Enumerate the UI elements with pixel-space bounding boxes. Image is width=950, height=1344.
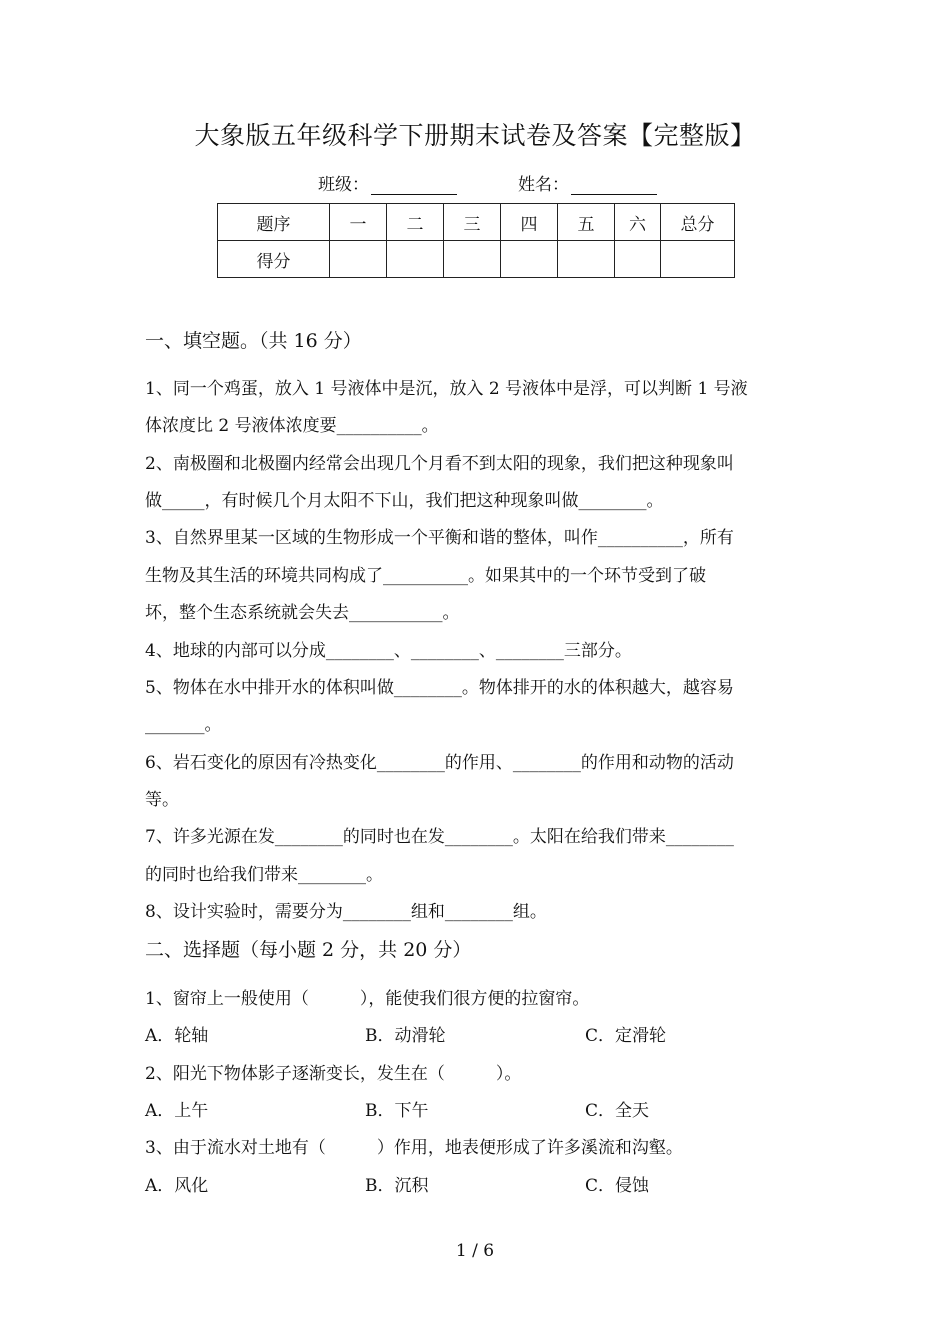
name-label: 姓名：	[518, 175, 569, 195]
score-cell	[444, 241, 501, 278]
text-line: _______。	[145, 715, 222, 735]
header-cell: 一	[330, 204, 387, 241]
class-field	[318, 170, 457, 195]
option-a: A．上午	[145, 1101, 209, 1121]
option-b: B．动滑轮	[365, 1026, 446, 1046]
text-line: 1、同一个鸡蛋，放入 1 号液体中是沉，放入 2 号液体中是浮，可以判断 1 号液	[145, 379, 748, 399]
class-label: 班级：	[318, 175, 369, 195]
score-table-score-row	[218, 241, 735, 278]
text-line: 4、地球的内部可以分成________、________、________三部分。	[145, 641, 632, 661]
text-line: 做_____，有时候几个月太阳不下山，我们把这种现象叫做________。	[145, 491, 664, 511]
score-cell	[330, 241, 387, 278]
text-line: 体浓度比 2 号液体浓度要__________。	[145, 416, 439, 436]
name-field	[518, 170, 657, 195]
text-line: 2、南极圈和北极圈内经常会出现几个月看不到太阳的现象，我们把这种现象叫	[145, 454, 734, 474]
option-b: B．沉积	[365, 1176, 429, 1196]
score-cell	[558, 241, 615, 278]
text-line: 8、设计实验时，需要分为________组和________组。	[145, 902, 547, 922]
text-line: 3、自然界里某一区域的生物形成一个平衡和谐的整体，叫作__________，所有	[145, 528, 734, 548]
option-c: C．定滑轮	[585, 1026, 667, 1046]
class-blank	[371, 176, 457, 195]
option-c: C．侵蚀	[585, 1176, 650, 1196]
text-line: 等。	[145, 790, 179, 810]
option-b: B．下午	[365, 1101, 429, 1121]
score-table-header-row	[218, 204, 735, 241]
option-a: A．轮轴	[145, 1026, 209, 1046]
header-cell: 总分	[661, 204, 735, 241]
header-cell: 六	[615, 204, 661, 241]
page-number: 1 / 6	[455, 1241, 495, 1261]
question-stem: 3、由于流水对土地有（ ）作用，地表便形成了许多溪流和沟壑。	[145, 1138, 683, 1158]
section1-heading: 一、填空题。（共 16 分）	[145, 330, 362, 352]
option-c: C．全天	[585, 1101, 650, 1121]
text-line: 6、岩石变化的原因有冷热变化________的作用、________的作用和动物的活动	[145, 753, 734, 773]
score-table	[217, 203, 735, 278]
score-cell	[661, 241, 735, 278]
header-cell: 二	[387, 204, 444, 241]
text-line: 5、物体在水中排开水的体积叫做________。物体排开的水的体积越大，越容易	[145, 678, 734, 698]
header-cell: 四	[501, 204, 558, 241]
text-line: 7、许多光源在发________的同时也在发________。太阳在给我们带来________	[145, 827, 734, 847]
score-cell	[615, 241, 661, 278]
header-cell: 五	[558, 204, 615, 241]
header-cell: 题序	[218, 204, 330, 241]
header-cell: 三	[444, 204, 501, 241]
text-line: 生物及其生活的环境共同构成了__________。如果其中的一个环节受到了破	[145, 566, 706, 586]
name-blank	[571, 176, 657, 195]
question-stem: 1、窗帘上一般使用（ ），能使我们很方便的拉窗帘。	[145, 989, 590, 1009]
section2-heading: 二、选择题（每小题 2 分，共 20 分）	[145, 939, 472, 961]
score-cell	[387, 241, 444, 278]
row-label-cell: 得分	[218, 241, 330, 278]
question-stem: 2、阳光下物体影子逐渐变长，发生在（ ）。	[145, 1064, 522, 1084]
text-line: 坏，整个生态系统就会失去___________。	[145, 603, 460, 623]
score-cell	[501, 241, 558, 278]
document-title: 大象版五年级科学下册期末试卷及答案【完整版】	[194, 121, 756, 150]
text-line: 的同时也给我们带来________。	[145, 865, 383, 885]
option-a: A．风化	[145, 1176, 209, 1196]
